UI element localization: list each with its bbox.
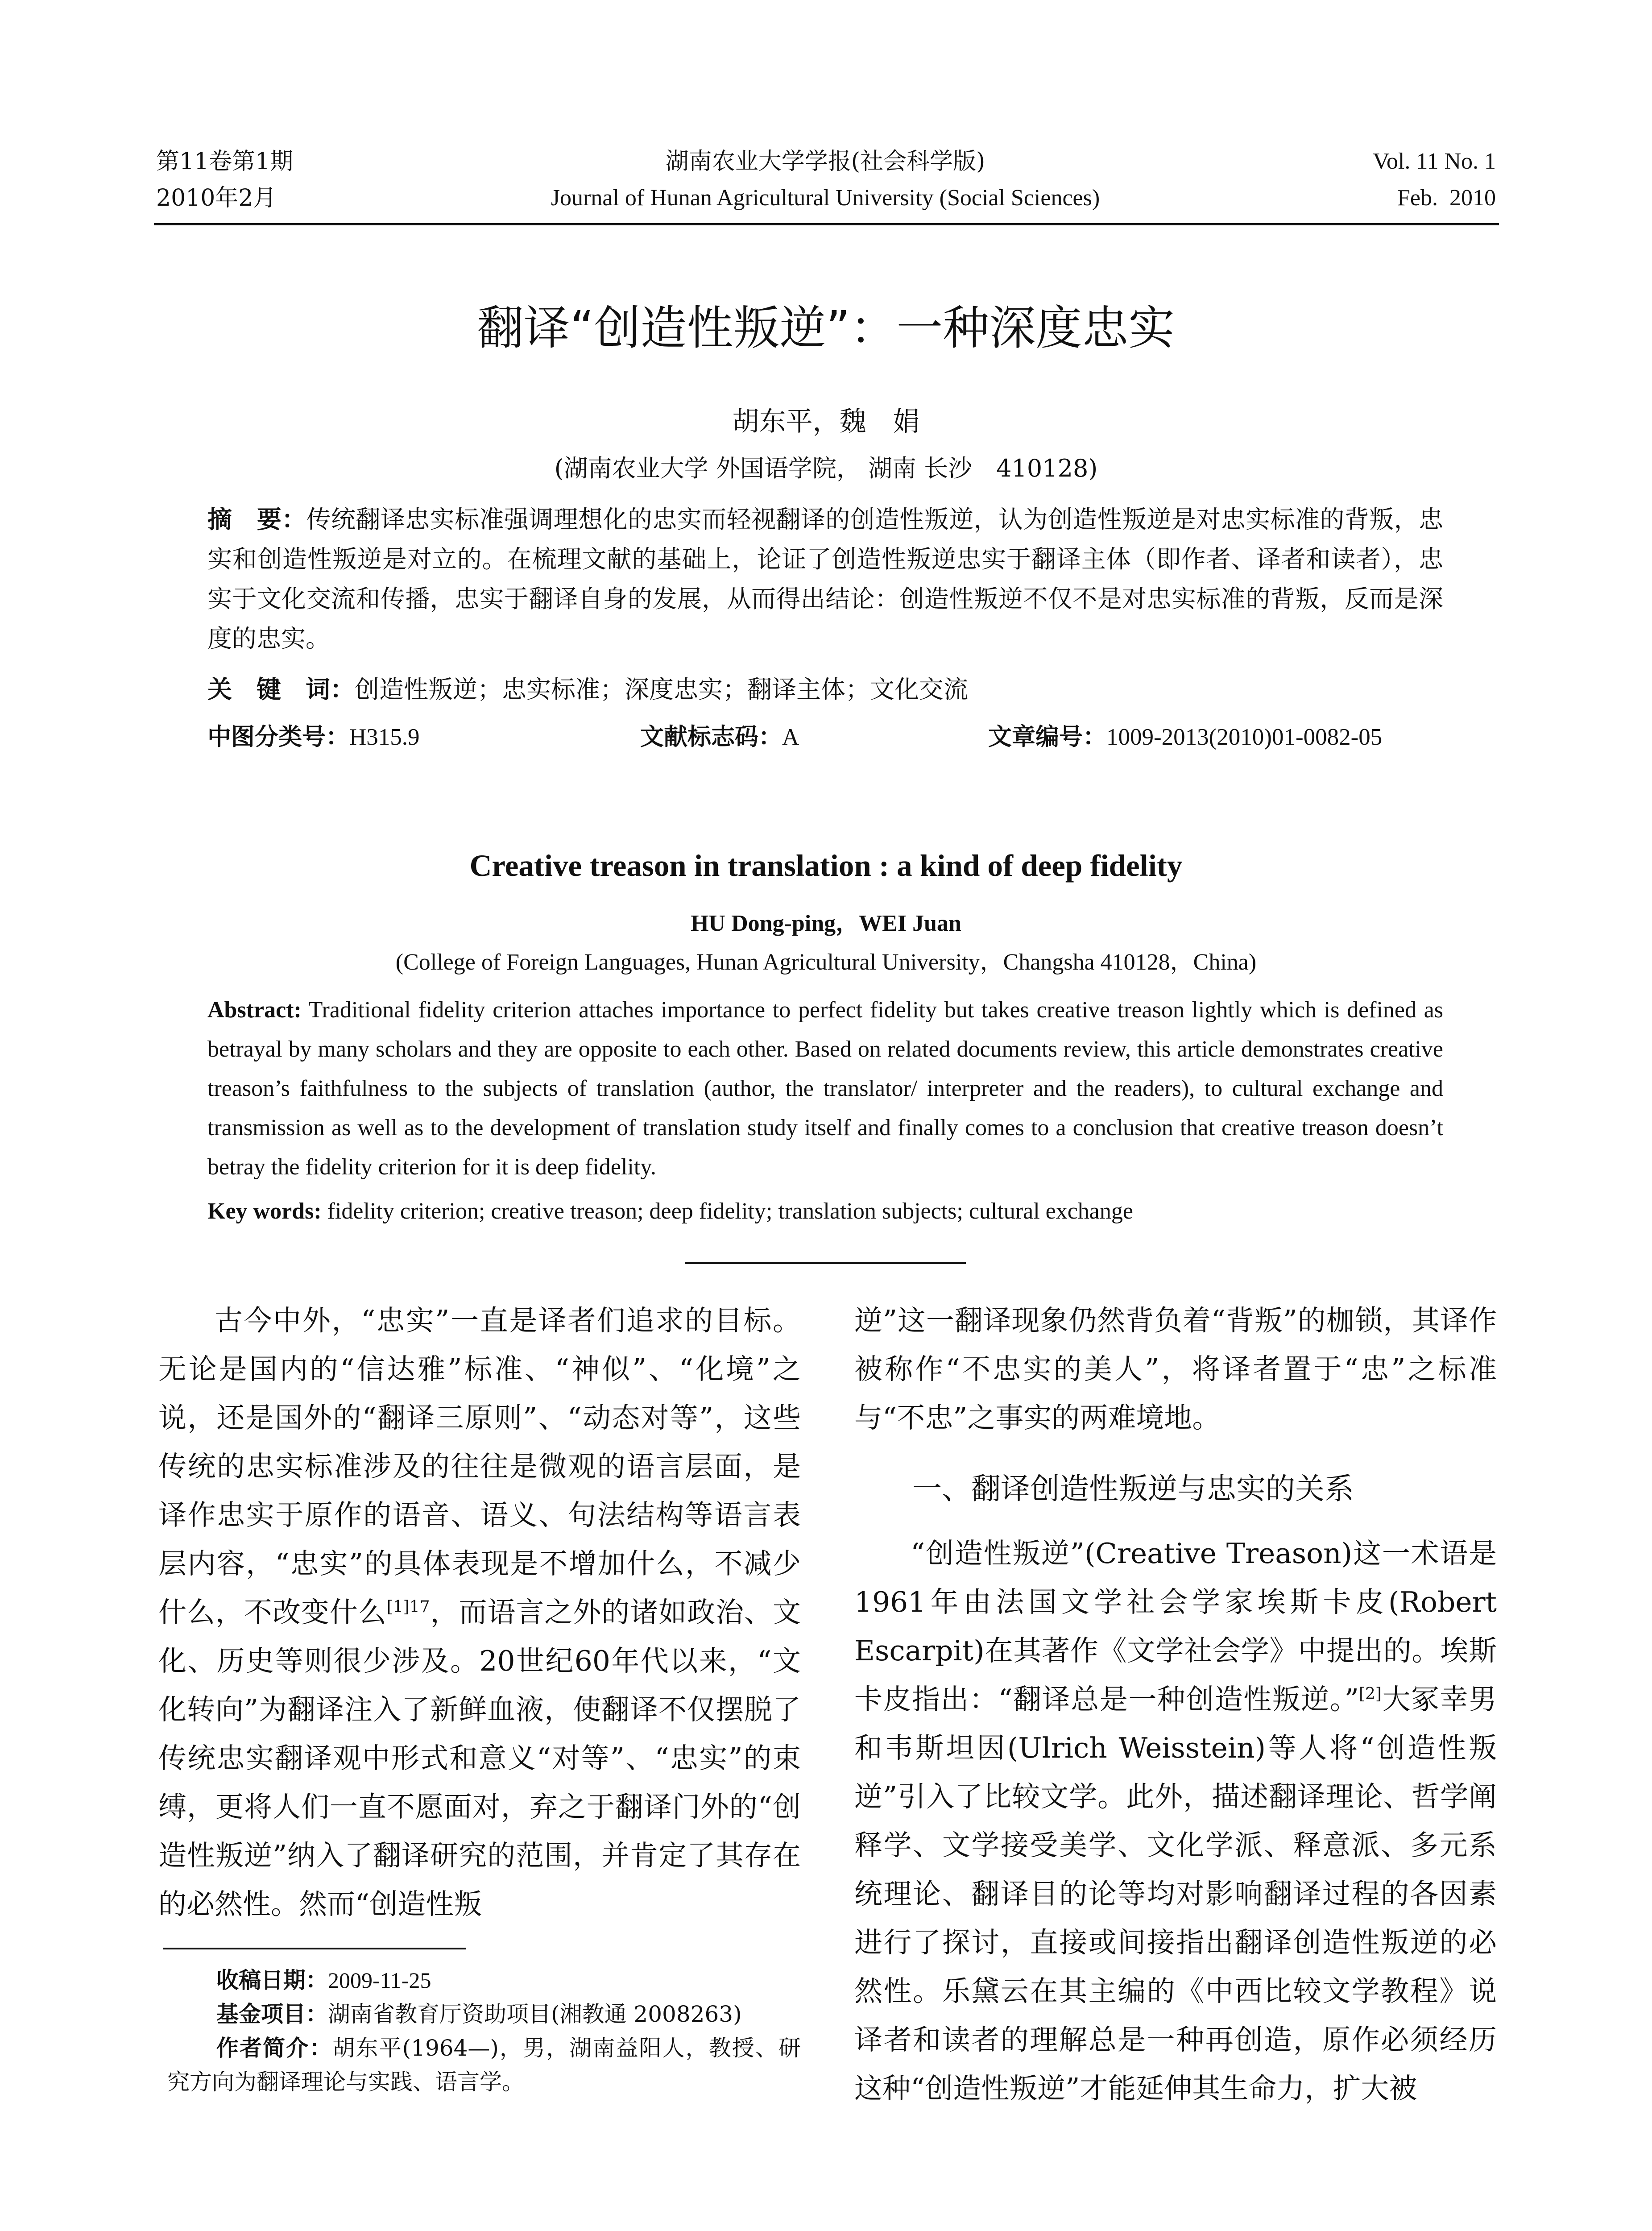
received-value: 2009-11-25 [328,1968,431,1993]
document-code-value: A [782,724,799,750]
journal-title-cn: 湖南农业大学学报(社会科学版) [665,148,985,175]
volume-issue-cn: 第11卷第1期 [156,148,294,175]
received-date [167,1963,801,1997]
journal-title-en: Journal of Hunan Agricultural University (Social Sciences) [551,185,1100,211]
right-column [854,1296,1497,2113]
title-cn: 翻译“创造性叛逆”：一种深度忠实 [477,301,1175,355]
keywords-cn-label: 关 键 词： [207,675,355,704]
date-cn: 2010年2月 [156,185,277,211]
keywords-en [207,1194,1443,1229]
fund-project [167,1997,801,2031]
fund-label: 基金项目： [216,2001,328,2027]
abstract-cn-label: 摘 要： [207,505,306,534]
author-bio-value: 胡东平(1964—)，男，湖南益阳人，教授、研究方向为翻译理论与实践、语言学。 [167,2035,801,2095]
affiliation-en: (College of Foreign Languages, Hunan Agricultural University，Changsha 410128，China) [395,950,1257,975]
continued-paragraph: 逆”这一翻译现象仍然背负着“背叛”的枷锁，其译作被称作“不忠实的美人”，将译者置于“忠”之标准与“不忠”之事实的两难境地。 [854,1304,1497,1434]
affiliation-cn: (湖南农业大学 外国语学院， 湖南 长沙 410128) [554,454,1098,482]
abstract-cn [207,500,1443,659]
section-text-part1: “创造性叛逆”(Creative Treason)这一术语是1961年由法国文学社会学家埃斯卡皮(Robert Escarpit)在其著作《文学社会学》中提出的。埃斯卡皮指出：“翻译总是一种创造性叛逆。” [854,1537,1497,1716]
left-column [158,1296,801,1928]
document-code [640,719,799,755]
article-number-value: 1009-2013(2010)01-0082-05 [1106,724,1383,750]
intro-text-part1: 古今中外，“忠实”一直是译者们追求的目标。无论是国内的“信达雅”标准、“神似”、“化境”之说，还是国外的“翻译三原则”、“动态对等”，这些传统的忠实标准涉及的往往是微观的语言层面，是译作忠实于原作的语音、语义、句法结构等语言表层内容，“忠实”的具体表现是不增加什么，不减少什么，不改变什么 [158,1304,801,1629]
citation-2: [2] [1358,1685,1382,1703]
clc-number [207,719,420,755]
footnote-rule [163,1948,466,1949]
received-label: 收稿日期： [216,1967,328,1993]
fund-value: 湖南省教育厅资助项目(湘教通 2008263) [328,2001,742,2027]
authors-en: HU Dong-ping，WEI Juan [691,911,961,936]
article-number-label: 文章编号： [988,723,1106,751]
volume-issue-en: Vol. 11 No. 1 [1373,149,1496,174]
author-bio-label: 作者简介： [216,2035,333,2061]
header-rule [154,223,1499,225]
abstract-cn-text: 传统翻译忠实标准强调理想化的忠实而轻视翻译的创造性叛逆，认为创造性叛逆是对忠实标准的背叛，忠实和创造性叛逆是对立的。在梳理文献的基础上，论证了创造性叛逆忠实于翻译主体（即作者、译者和读者），忠实于文化交流和传播，忠实于翻译自身的发展，从而得出结论：创造性叛逆不仅不是对忠实标准的背叛，反而是深度的忠实。 [207,505,1443,653]
keywords-cn-text: 创造性叛逆；忠实标准；深度忠实；翻译主体；文化交流 [355,675,969,704]
clc-label: 中图分类号： [207,723,349,751]
intro-text-part2: ，而语言之外的诸如政治、文化、历史等则很少涉及。20世纪60年代以来，“文化转向”为翻译注入了新鲜血液，使翻译不仅摆脱了传统忠实翻译观中形式和意义“对等”、“忠实”的束缚，更将人们一直不愿面对，弃之于翻译门外的“创造性叛逆”纳入了翻译研究的范围，并肯定了其存在的必然性。然而“创造性叛 [158,1596,801,1920]
author-bio [167,2031,801,2099]
section-heading: 一、翻译创造性叛逆与忠实的关系 [912,1472,1354,1506]
authors-cn: 胡东平，魏 娟 [732,406,920,437]
clc-value: H315.9 [349,724,420,750]
abstract-en-label: Abstract: [207,997,302,1023]
citation-1: [1]17 [386,1598,430,1616]
document-code-label: 文献标志码： [640,723,782,751]
abstract-separator-rule [685,1262,966,1264]
section-paragraph [854,1529,1497,2113]
intro-paragraph [158,1296,801,1928]
keywords-en-text: fidelity criterion; creative treason; deep fidelity; translation subjects; cultural exchange [321,1198,1133,1224]
abstract-en-text: Traditional fidelity criterion attaches importance to perfect fidelity but takes creative treason lightly which is defined as betrayal by many scholars and they are opposite to each other. Based on related documents review, this article demonstrates creative treason’s faithfulness to the subjects of translation (author, the translator/ interpreter and the readers), to cultural exchange and transmission as well as to the development of translation study itself and finally comes to a conclusion that creative treason doesn’t betray the fidelity criterion for it is deep fidelity. [207,997,1443,1180]
section-text-part2: 大冢幸男和韦斯坦因(Ulrich Weisstein)等人将“创造性叛逆”引入了比较文学。此外，描述翻译理论、哲学阐释学、文学接受美学、文化学派、释意派、多元系统理论、翻译目的论等均对影响翻译过程的各因素进行了探讨，直接或间接指出翻译创造性叛逆的必然性。乐黛云在其主编的《中西比较文学教程》说译者和读者的理解总是一种再创造，原作必须经历这种“创造性叛逆”才能延伸其生命力，扩大被 [854,1683,1497,2105]
title-en: Creative treason in translation : a kind of deep fidelity [469,849,1183,883]
keywords-cn [207,672,1443,707]
abstract-en [207,991,1443,1187]
footnote [167,1963,801,2099]
date-en: Feb. 2010 [1397,185,1496,211]
article-number [988,719,1382,755]
keywords-en-label: Key words: [207,1198,322,1224]
